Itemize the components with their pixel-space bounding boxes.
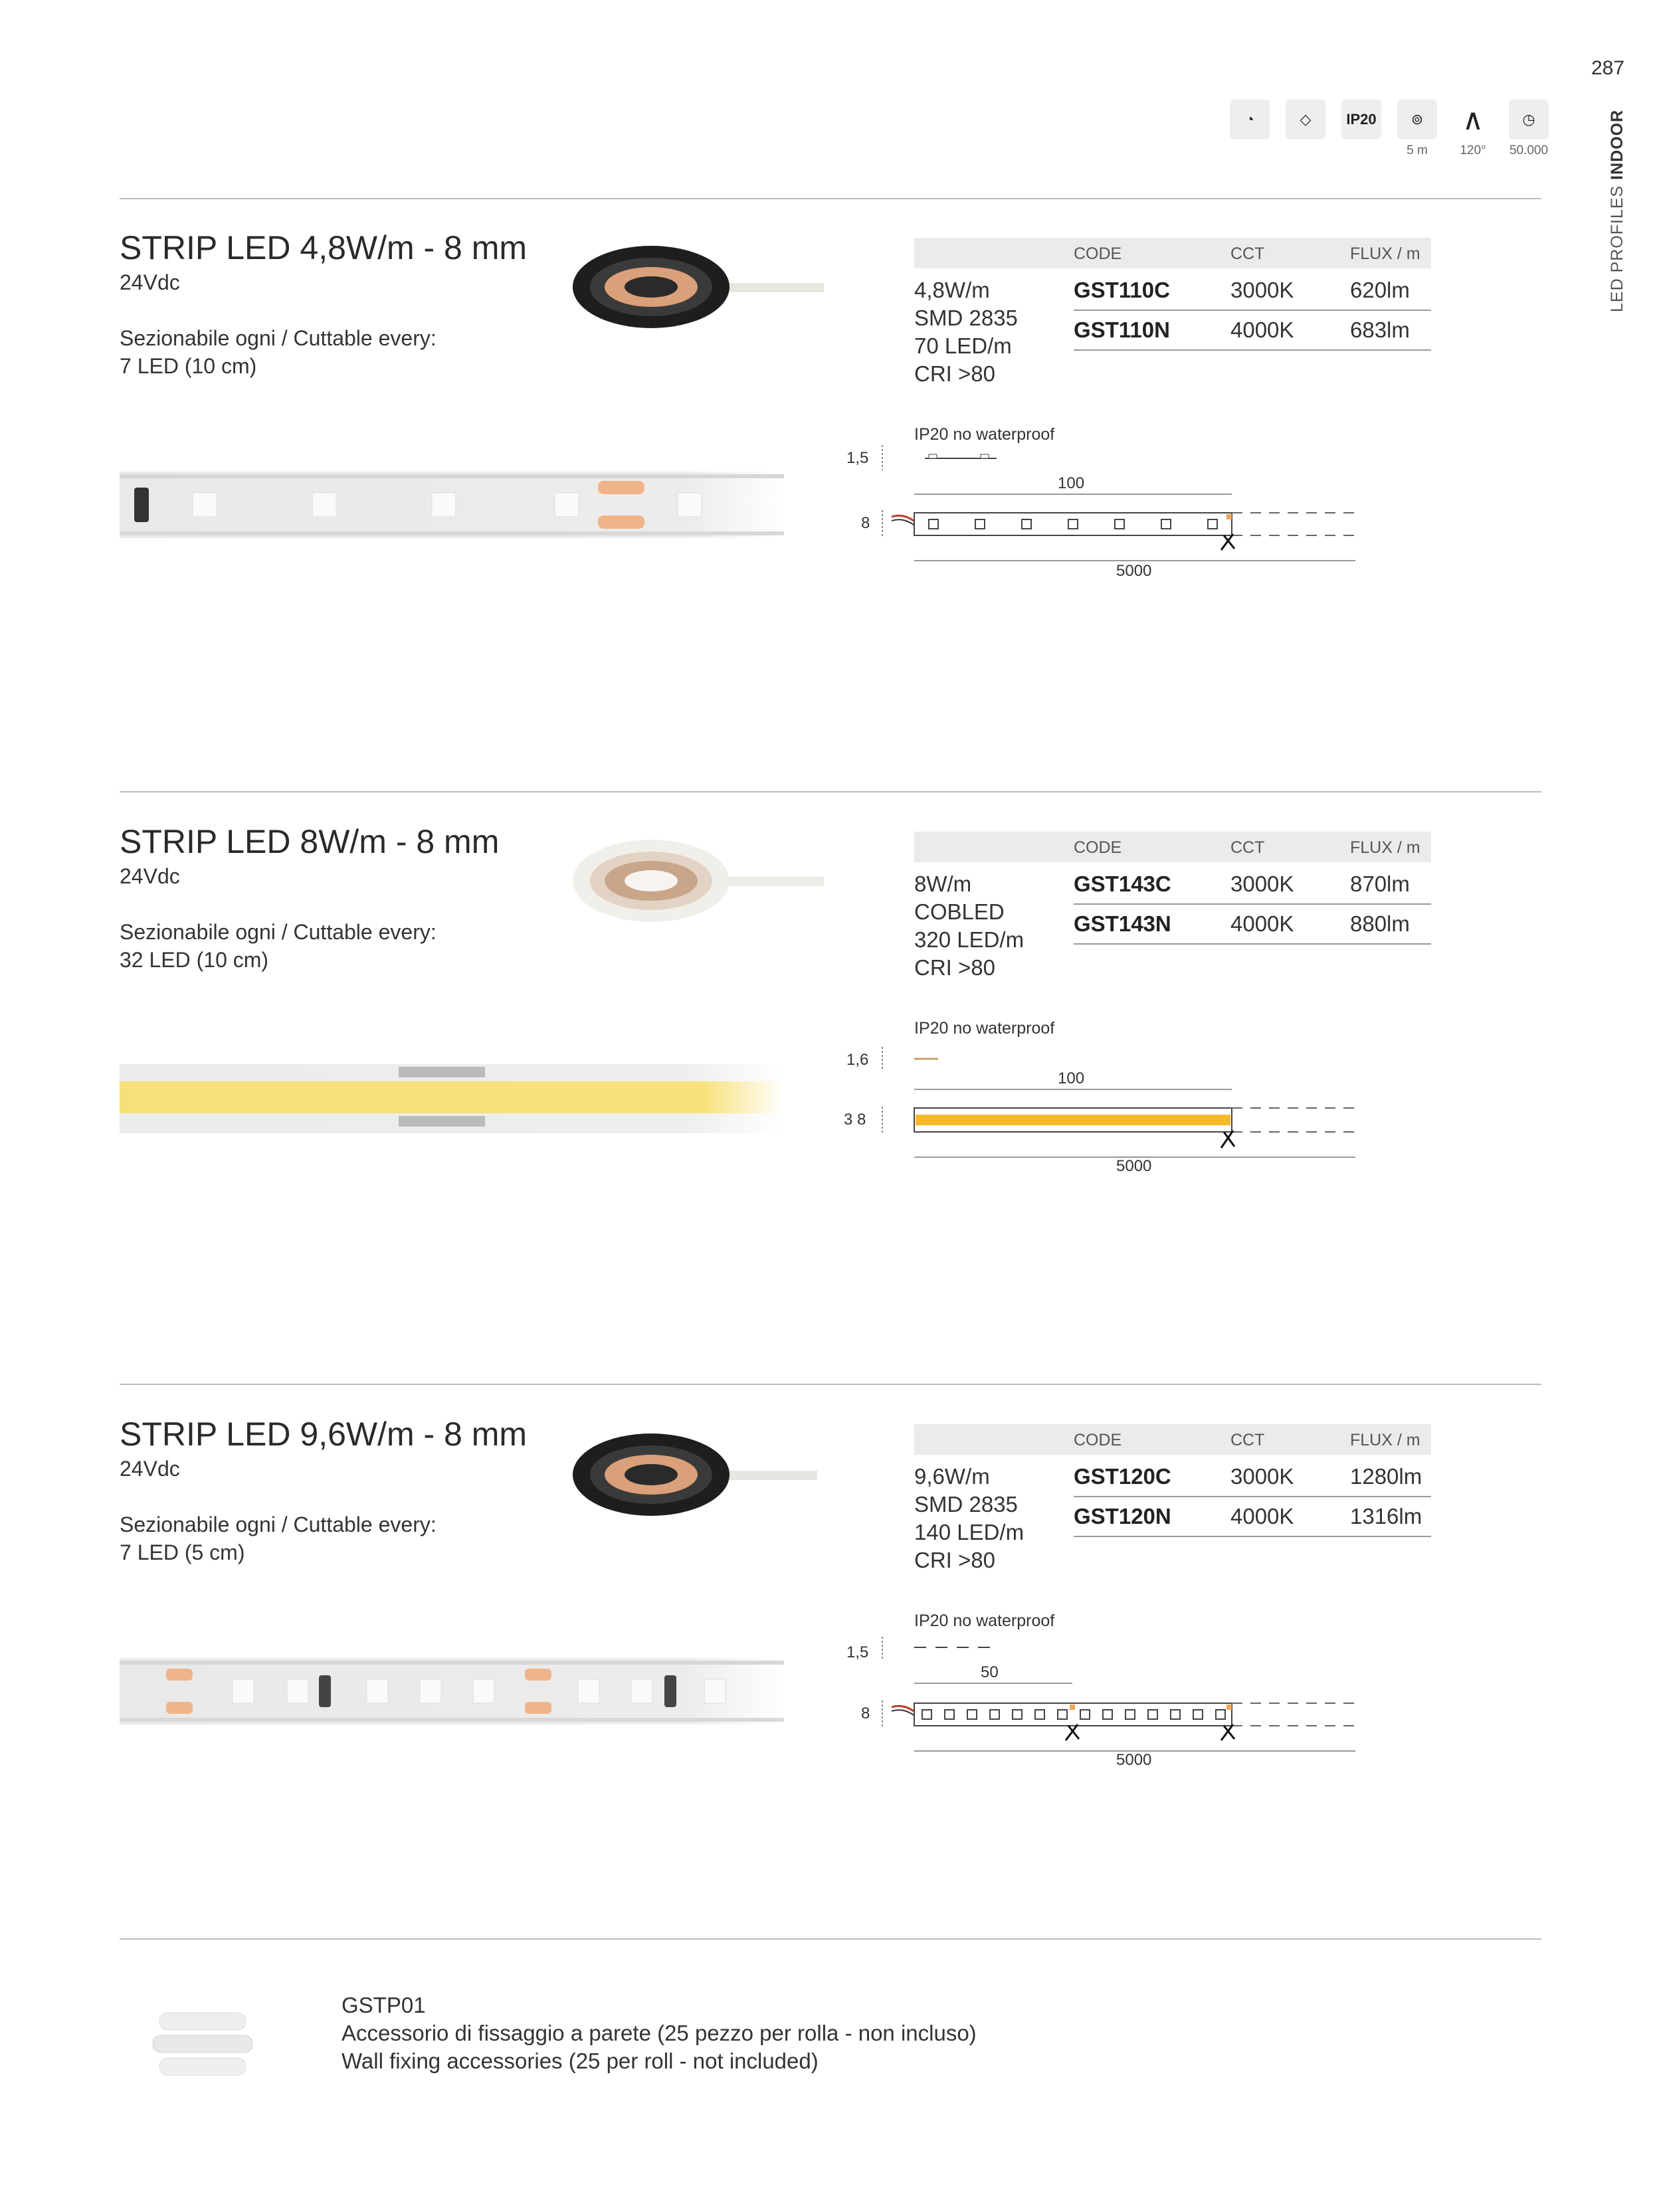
- ip20-feature: [1341, 100, 1382, 158]
- spec-power: 4,8W/m: [914, 278, 990, 302]
- spec-table-header: [914, 832, 1431, 862]
- header-cct: CCT: [1230, 838, 1265, 857]
- product-title: STRIP LED 4,8W/m - 8 mm: [120, 229, 528, 266]
- accessory-description-en: Wall fixing accessories (25 per roll - not included): [342, 2049, 819, 2073]
- flux-value: 1280lm: [1350, 1464, 1422, 1489]
- spec-list: [914, 1463, 1024, 1574]
- flux-value: 620lm: [1350, 278, 1410, 302]
- spec-led-type: COBLED: [914, 899, 1005, 924]
- led-reel-image: [571, 1427, 824, 1526]
- accessory-code: GSTP01: [342, 1993, 426, 2017]
- header-cct: CCT: [1230, 1431, 1265, 1449]
- side-label-section: INDOOR: [1608, 109, 1626, 180]
- spec-cri: CRI >80: [914, 361, 995, 386]
- ip-rating-note: IP20 no waterproof: [914, 1019, 1055, 1038]
- thickness-dimension: 1,6: [846, 1051, 869, 1069]
- icon-caption: 50.000: [1509, 143, 1549, 157]
- strip-technical-drawing: [877, 438, 1369, 571]
- cut-label: Sezionabile ogni / Cuttable every:: [120, 1513, 437, 1536]
- product-voltage: 24Vdc: [120, 270, 180, 294]
- strip-technical-drawing: [877, 1627, 1369, 1760]
- icon-caption: 5 m: [1407, 143, 1428, 157]
- flux-value: 870lm: [1350, 872, 1410, 896]
- cct-value: 4000K: [1230, 318, 1294, 342]
- dimmable-feature: [1229, 100, 1270, 158]
- width-dimension: 8: [861, 514, 870, 532]
- flux-value: 880lm: [1350, 911, 1410, 936]
- beam-angle-feature: [1452, 100, 1494, 158]
- spec-table-header: [914, 1424, 1431, 1455]
- table-row: [1074, 905, 1431, 945]
- product-code: GST143N: [1074, 911, 1171, 936]
- product-title: STRIP LED 9,6W/m - 8 mm: [120, 1416, 528, 1453]
- width-dimension: 3 8: [844, 1111, 866, 1129]
- thickness-dimension: 1,5: [846, 449, 869, 467]
- section-side-label: [1608, 110, 1627, 312]
- cut-label: Sezionabile ogni / Cuttable every:: [120, 920, 437, 944]
- product-code: GST110C: [1074, 278, 1170, 302]
- spec-cri: CRI >80: [914, 1548, 995, 1572]
- cct-value: 3000K: [1230, 278, 1294, 302]
- header-flux: FLUX / m: [1350, 244, 1420, 263]
- product-code: GST110N: [1074, 318, 1170, 342]
- flux-value: 683lm: [1350, 318, 1410, 342]
- spec-led-type: SMD 2835: [914, 306, 1018, 330]
- dimmable-icon: ◔: [1230, 100, 1270, 139]
- spec-power: 8W/m: [914, 872, 972, 896]
- beam-angle-icon: ∧: [1462, 103, 1484, 136]
- flux-value: 1316lm: [1350, 1504, 1422, 1528]
- spec-density: 140 LED/m: [914, 1520, 1025, 1544]
- cut-value: 7 LED (10 cm): [120, 354, 257, 378]
- cct-value: 3000K: [1230, 872, 1294, 896]
- cut-value: 7 LED (5 cm): [120, 1540, 245, 1564]
- table-row: [1074, 1457, 1431, 1497]
- wall-fixing-clip-image: [140, 1999, 266, 2086]
- icon-caption: 120°: [1460, 143, 1486, 157]
- segment-dimension: 100: [1058, 474, 1085, 492]
- table-row: [1074, 865, 1431, 905]
- led-reel-image: [571, 239, 824, 339]
- page-number: 287: [1591, 57, 1625, 79]
- section-divider: [120, 1384, 1541, 1385]
- cut-label: Sezionabile ogni / Cuttable every:: [120, 326, 437, 350]
- product-voltage: 24Vdc: [120, 864, 180, 888]
- product-code: GST120C: [1074, 1464, 1171, 1489]
- strip-closeup-image: [120, 1651, 784, 1731]
- class-III-feature: [1285, 100, 1326, 158]
- side-label-category: LED PROFILES: [1608, 185, 1626, 312]
- strip-closeup-image: [120, 465, 784, 545]
- spec-led-type: SMD 2835: [914, 1492, 1018, 1517]
- header-flux: FLUX / m: [1350, 1431, 1420, 1449]
- spec-cri: CRI >80: [914, 955, 995, 980]
- led-reel-image: [571, 833, 824, 933]
- product-code: GST120N: [1074, 1504, 1171, 1528]
- header-code: CODE: [1074, 838, 1122, 857]
- spec-list: [914, 276, 1018, 388]
- table-row: [1074, 271, 1431, 311]
- section-divider: [120, 198, 1541, 199]
- ip-rating-note: IP20 no waterproof: [914, 425, 1055, 444]
- header-flux: FLUX / m: [1350, 838, 1420, 857]
- cct-value: 4000K: [1230, 911, 1294, 936]
- table-row: [1074, 311, 1431, 351]
- header-code: CODE: [1074, 244, 1122, 263]
- spec-table-header: [914, 238, 1431, 268]
- header-code: CODE: [1074, 1431, 1122, 1449]
- segment-dimension: 100: [1058, 1069, 1085, 1087]
- ip20-icon: IP20: [1341, 100, 1381, 139]
- segment-dimension: 50: [981, 1663, 999, 1681]
- width-dimension: 8: [861, 1705, 870, 1722]
- cut-value: 32 LED (10 cm): [120, 948, 269, 972]
- product-code: GST143C: [1074, 872, 1171, 896]
- accessory-description-it: Accessorio di fissaggio a parete (25 pezzo per rolla - non incluso): [342, 2021, 977, 2045]
- section-divider: [120, 1938, 1541, 1940]
- strip-closeup-image: [120, 1059, 784, 1139]
- strip-technical-drawing: [877, 1036, 1369, 1169]
- spec-power: 9,6W/m: [914, 1464, 990, 1489]
- header-cct: CCT: [1230, 244, 1265, 263]
- lifetime-clock-icon: ◷: [1509, 100, 1549, 139]
- product-voltage: 24Vdc: [120, 1457, 180, 1481]
- cct-value: 3000K: [1230, 1464, 1294, 1489]
- total-length-dimension: 5000: [1116, 1751, 1152, 1769]
- class-III-icon: ◇: [1286, 100, 1325, 139]
- total-length-dimension: 5000: [1116, 562, 1152, 580]
- table-row: [1074, 1497, 1431, 1537]
- spec-density: 70 LED/m: [914, 333, 1012, 358]
- spec-density: 320 LED/m: [914, 927, 1025, 952]
- reel-length-feature: [1397, 100, 1438, 158]
- product-title: STRIP LED 8W/m - 8 mm: [120, 823, 500, 860]
- spec-list: [914, 870, 1024, 982]
- cct-value: 4000K: [1230, 1504, 1294, 1528]
- ip-rating-note: IP20 no waterproof: [914, 1612, 1055, 1630]
- lifetime-feature: [1508, 100, 1549, 158]
- section-divider: [120, 791, 1541, 792]
- feature-icons: [1229, 100, 1549, 158]
- reel-length-icon: ⊚: [1397, 100, 1437, 139]
- total-length-dimension: 5000: [1116, 1157, 1152, 1175]
- thickness-dimension: 1,5: [846, 1643, 869, 1661]
